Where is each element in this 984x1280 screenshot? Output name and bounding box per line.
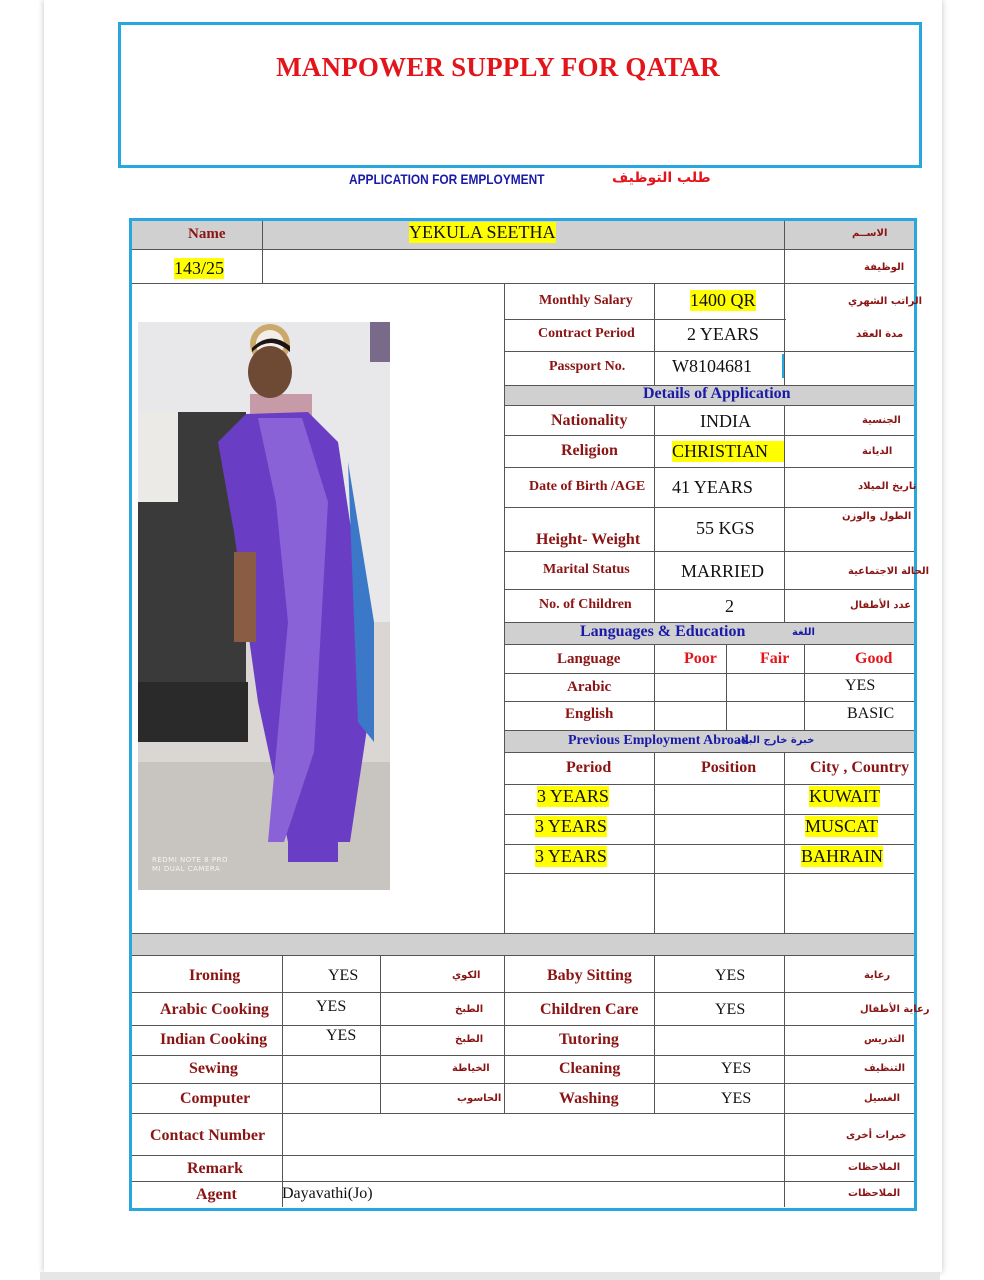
dob-age-value: 41 YEARS: [672, 477, 753, 497]
remark-arabic: الملاحظات: [848, 1162, 901, 1173]
nationality-arabic: الجنسية: [862, 415, 901, 426]
religion-arabic: الديانة: [862, 446, 893, 457]
languages-section-arabic: اللغة: [792, 627, 815, 638]
skill-washing-value: YES: [721, 1090, 752, 1107]
employment-period-2: 3 YEARS: [535, 816, 607, 836]
period-header: Period: [566, 759, 612, 776]
skill-tutoring-label: Tutoring: [559, 1031, 619, 1048]
agent-label: Agent: [196, 1186, 237, 1203]
skill-baby-sitting-arabic: رعاية: [864, 970, 891, 981]
dob-age-arabic: تاريخ الميلاد: [858, 481, 917, 492]
remark-label: Remark: [187, 1160, 243, 1177]
skill-baby-sitting-value: YES: [715, 967, 746, 984]
languages-section-title: Languages & Education: [580, 623, 746, 640]
poor-header: Poor: [684, 650, 717, 667]
monthly-salary-arabic: الراتب الشهري: [848, 296, 922, 307]
skill-sewing-arabic: الخياطة: [452, 1063, 490, 1074]
photo-watermark: REDMI NOTE 8 PRO: [152, 856, 228, 864]
position-header: Position: [701, 759, 757, 776]
application-label-arabic: طلب التوظيف: [612, 170, 711, 186]
employment-period-3: 3 YEARS: [535, 846, 607, 866]
religion-label: Religion: [561, 442, 618, 459]
dob-age-label: Date of Birth /AGE: [529, 479, 646, 494]
monthly-salary-label: Monthly Salary: [539, 293, 633, 308]
employment-period-1: 3 YEARS: [537, 786, 609, 806]
skill-indian-cooking-label: Indian Cooking: [160, 1031, 268, 1048]
name-value: YEKULA SEETHA: [409, 222, 556, 242]
skill-indian-cooking-value: YES: [326, 1027, 357, 1044]
language-english-good: BASIC: [847, 705, 895, 722]
height-weight-value: 55 KGS: [696, 518, 755, 538]
skill-computer-label: Computer: [180, 1090, 251, 1107]
skill-ironing-value: YES: [328, 967, 359, 984]
applicant-photo: [138, 322, 390, 890]
skill-children-care-label: Children Care: [540, 1001, 639, 1018]
skill-ironing-arabic: الكوي: [452, 970, 481, 981]
skill-indian-cooking-arabic: الطبخ: [455, 1034, 484, 1045]
marital-status-value: MARRIED: [681, 561, 765, 581]
language-arabic-label: Arabic: [567, 679, 612, 695]
photo-watermark-camera: MI DUAL CAMERA: [152, 865, 221, 873]
reference-number: 143/25: [174, 258, 225, 278]
skill-arabic-cooking-value: YES: [316, 998, 347, 1015]
height-weight-arabic: الطول والوزن: [842, 511, 912, 522]
nationality-value: INDIA: [700, 411, 751, 431]
employment-section-arabic: خبرة خارج البلاد: [736, 735, 815, 746]
city-header: City , Country: [810, 759, 910, 776]
children-label: No. of Children: [539, 597, 632, 612]
skill-computer-arabic: الحاسوب: [457, 1093, 502, 1104]
marital-status-label: Marital Status: [543, 562, 630, 577]
contract-period-label: Contract Period: [538, 326, 635, 341]
skill-tutoring-arabic: التدريس: [864, 1034, 905, 1045]
employment-city-3: BAHRAIN: [801, 846, 884, 866]
skill-cleaning-label: Cleaning: [559, 1060, 621, 1077]
name-label-arabic: الاســم: [852, 228, 888, 239]
application-label: APPLICATION FOR EMPLOYMENT: [349, 171, 545, 187]
agent-value: Dayavathi(Jo): [282, 1185, 373, 1202]
contact-number-label: Contact Number: [150, 1127, 266, 1144]
skill-arabic-cooking-label: Arabic Cooking: [160, 1001, 269, 1018]
height-weight-label: Height- Weight: [536, 531, 641, 548]
passport-value: W8104681: [672, 356, 752, 376]
document-title: MANPOWER SUPPLY FOR QATAR: [276, 52, 720, 82]
position-label-arabic: الوظيفة: [864, 262, 905, 273]
employment-city-1: KUWAIT: [809, 786, 880, 806]
skills-band: [132, 933, 914, 955]
skill-children-care-arabic: رعاية الأطفال: [860, 1004, 930, 1015]
contract-period-arabic: مدة العقد: [856, 329, 904, 340]
fair-header: Fair: [760, 650, 790, 667]
monthly-salary-value: 1400 QR: [690, 290, 756, 310]
skill-children-care-value: YES: [715, 1001, 746, 1018]
skill-cleaning-value: YES: [721, 1060, 752, 1077]
language-header: Language: [557, 651, 621, 667]
children-value: 2: [725, 596, 734, 616]
skill-arabic-cooking-arabic: الطبخ: [455, 1004, 484, 1015]
skill-cleaning-arabic: التنظيف: [864, 1063, 906, 1074]
skill-sewing-label: Sewing: [189, 1060, 238, 1077]
employment-section-title: Previous Employment Abroad: [568, 733, 749, 748]
skill-washing-arabic: الغسيل: [864, 1093, 901, 1104]
marital-status-arabic: الحالة الاجتماعية: [848, 566, 930, 577]
language-english-label: English: [565, 706, 614, 722]
contact-number-arabic: خبرات أخرى: [846, 1130, 907, 1141]
name-label: Name: [188, 226, 226, 242]
passport-label: Passport No.: [549, 359, 626, 374]
skill-baby-sitting-label: Baby Sitting: [547, 967, 632, 984]
details-section-title: Details of Application: [643, 385, 791, 402]
skill-ironing-label: Ironing: [189, 967, 241, 984]
children-arabic: عدد الأطفال: [850, 600, 912, 611]
header-box: [118, 22, 922, 168]
page-shadow: [40, 1272, 940, 1280]
employment-city-2: MUSCAT: [805, 816, 879, 836]
nationality-label: Nationality: [551, 412, 628, 429]
language-arabic-good: YES: [845, 677, 876, 694]
skill-washing-label: Washing: [559, 1090, 619, 1107]
religion-value: CHRISTIAN: [672, 441, 784, 462]
agent-arabic: الملاحظات: [848, 1188, 901, 1199]
contract-period-value: 2 YEARS: [687, 324, 759, 344]
passport-cell-marker: [782, 354, 784, 378]
good-header: Good: [855, 650, 893, 667]
